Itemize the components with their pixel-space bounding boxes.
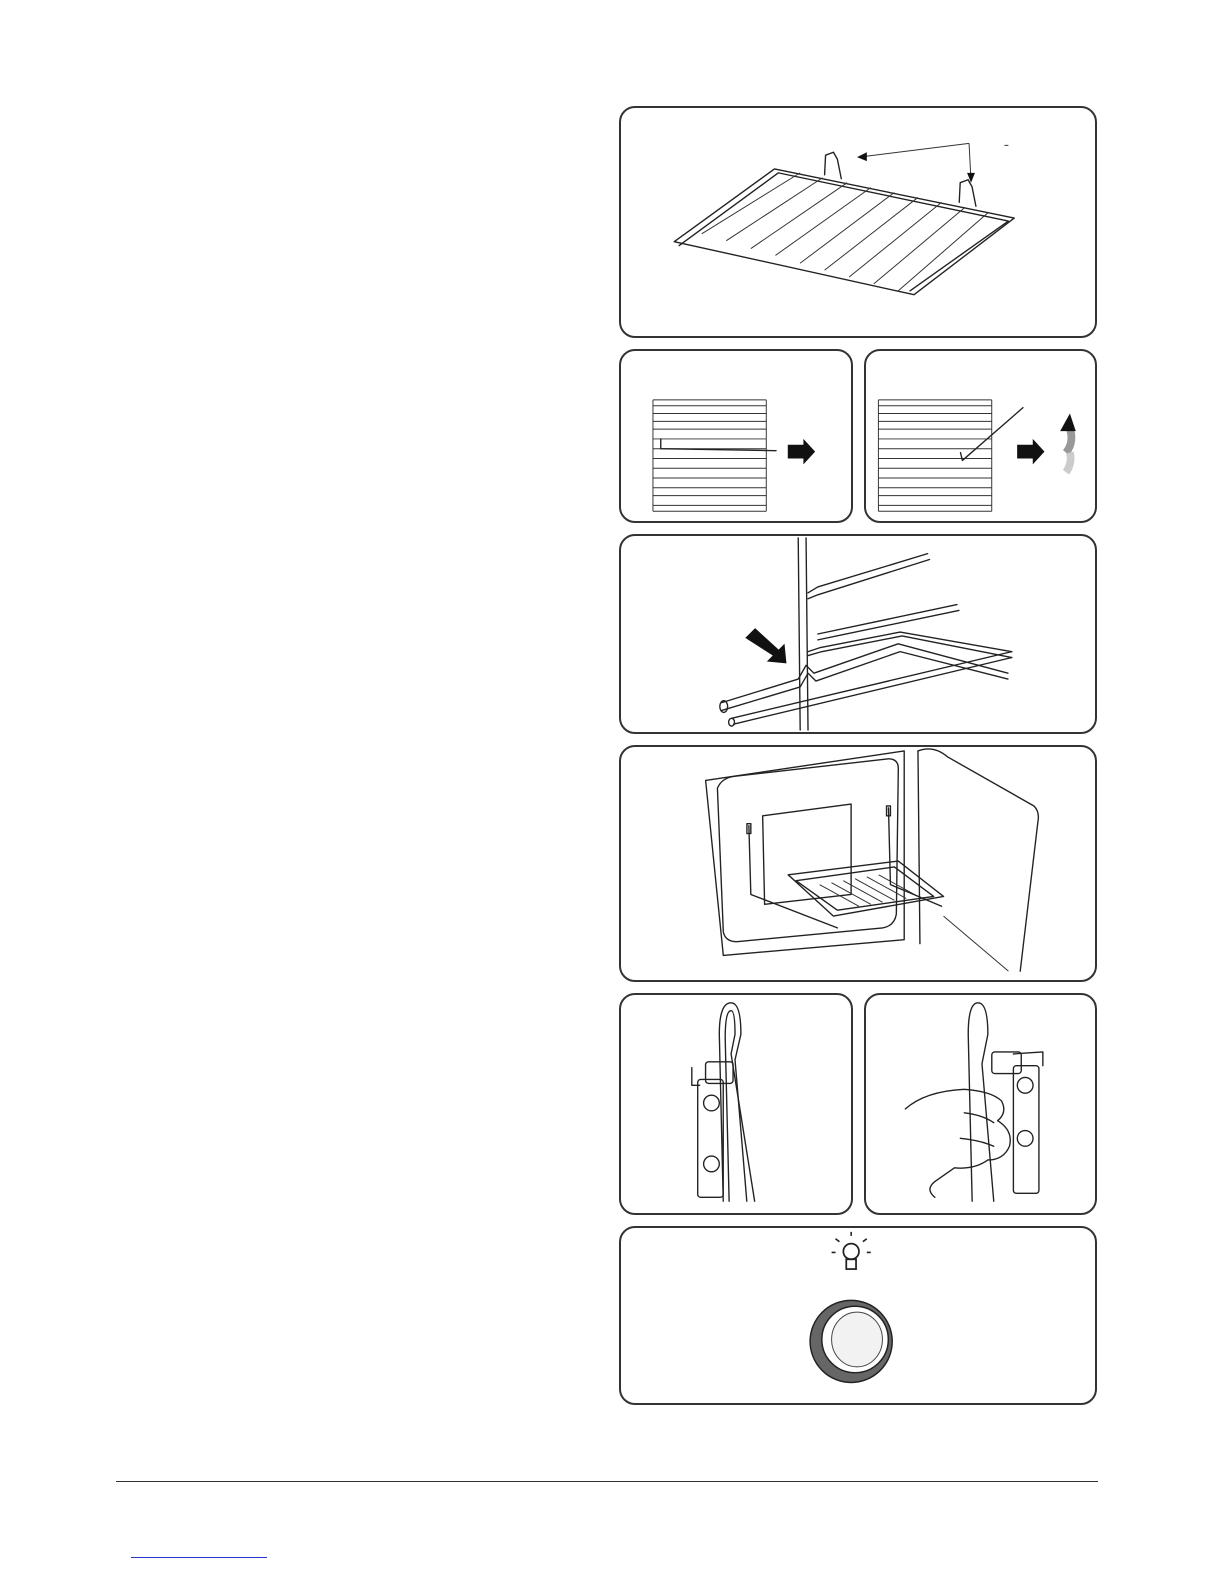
shelf-runner-closeup-illustration (621, 536, 1095, 732)
light-knob (810, 1300, 892, 1382)
shelf-tilt-arrow-illustration (866, 351, 1095, 521)
light-bulb-knob-illustration (621, 1228, 1095, 1403)
figure-shelf-runner-detail (619, 534, 1097, 734)
footer-rule (116, 1481, 1098, 1482)
oven-with-grill-pan-illustration (621, 747, 1095, 980)
hand-removing-rail-illustration (866, 995, 1095, 1213)
oven-shelf-illustration (621, 108, 1095, 336)
side-rail-bracket-illustration (621, 995, 851, 1213)
footer-link[interactable] (131, 1557, 267, 1558)
figure-oven-grill-pan (619, 745, 1097, 982)
figure-shelf-lift-out (864, 349, 1097, 523)
figure-shelf-slide-out (619, 349, 853, 523)
figure-shelf-overview (619, 106, 1097, 338)
figure-oven-light-control (619, 1226, 1097, 1405)
figure-side-rail-fixed (619, 993, 853, 1215)
figure-side-rail-removal (864, 993, 1097, 1215)
light-bulb-icon (832, 1232, 871, 1269)
shelf-pull-arrow-illustration (621, 351, 851, 521)
